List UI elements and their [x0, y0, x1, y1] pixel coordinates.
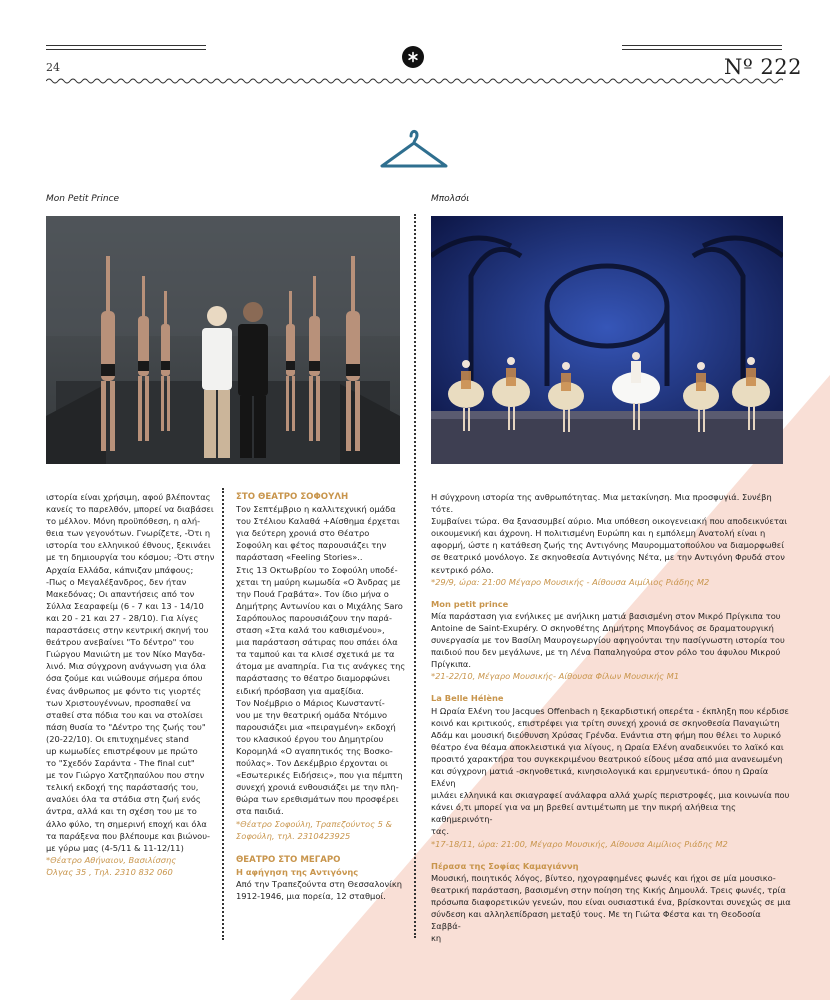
- text-line: «Εσωτερικές Ειδήσεις», που για πέμπτη: [236, 770, 403, 781]
- issue-number: Nº 222: [724, 55, 803, 79]
- text-line: άντρα, αλλά και τη σχέση του με το: [46, 806, 197, 817]
- article-text: [431, 610, 791, 670]
- text-line: θεια των γεγονότων. Γνωρίζετε, -Ότι η: [46, 528, 211, 539]
- article-text: [236, 878, 408, 902]
- text-line: με τη δημιουργία του κόσμου; -Ότι στην: [46, 552, 215, 563]
- text-line: με τον Γιώργο Χατζηπαύλου που στην: [46, 770, 205, 781]
- text-line: οικουμενική και άχρονη. Η πολιτισμένη Ευρώπη και η εμπόλεμη Ανατολή είναι η: [431, 528, 766, 539]
- photo-caption-left: Mon Petit Prince: [46, 194, 120, 204]
- text-line: άτομα με αναπηρία. Για τις ανάγκες της: [236, 661, 406, 672]
- venue-info: *Θέατρο Αθήναιον, Βασιλίσσης Όλγας 35 , Τηλ. 2310 832 060: [46, 854, 177, 877]
- text-line: 1912-1946, μια πορεία, 12 σταθμοί.: [236, 891, 386, 901]
- text-line: και σύγχρονη ματιά -σκηνοθετικά, κινησιολογικά και ερμηνευτικά- όπου η Ωραία Ελένη: [431, 765, 769, 789]
- photo-caption-right: Μπολσόι: [431, 194, 470, 204]
- text-line: σταθεί στα πόδια του και να στολίσει: [46, 709, 203, 720]
- hanger-icon: [378, 126, 450, 172]
- article-column-2: [236, 491, 408, 902]
- text-line: πρόσωπα διαφορετικών γενεών, που είναι ουσιαστικά ένα, βρίσκονται συνεχώς σε μια: [431, 896, 791, 907]
- text-line: χεται τη μαύρη κωμωδία «Ο Άνδρας με: [236, 576, 401, 587]
- text-line: πάση θυσία το "Δέντρο της ζωής του": [46, 721, 206, 732]
- mon-petit-prince-photo: [46, 216, 400, 464]
- text-line: θεάτρου ανεβαίνει "Το δέντρο" του: [46, 637, 194, 648]
- text-line: τα ταμπού και τα κλισέ σχετικά με τα: [236, 649, 395, 660]
- text-line: Η σύγχρονη ιστορία της ανθρωπότητας. Μια μετακίνηση. Μια προσφυγιά. Συνέβη τότε.: [431, 492, 772, 515]
- text-line: το μέλλον. Μόνη προϋπόθεση, η αλή-: [46, 516, 201, 527]
- text-line: κεντρικό ρόλο.: [431, 564, 494, 575]
- text-line: θεατρική παράσταση, βασισμένη στην ποίηση της Κικής Δημουλά. Τρεις φωνές, τρία: [431, 884, 786, 895]
- text-line: Σύλλα Σεαραφείμ (6 - 7 και 13 - 14/10: [46, 600, 204, 611]
- text-line: Τον Σεπτέμβριο η καλλιτεχνική ομάδα: [236, 504, 396, 515]
- page-number: 24: [46, 61, 60, 74]
- text-line: συνεχή χρονιά ενθουσιάζει με την πλη-: [236, 782, 399, 793]
- text-line: κοινό και κριτικούς, επιστρέφει για τρίτη συνεχή χρονιά σε σκηνοθεσία Παναγιώτη: [431, 717, 780, 728]
- header-rule: [622, 45, 782, 46]
- venue-info: *21-22/10, Μέγαρο Μουσικής- Αίθουσα Φίλων Μουσικής Μ1: [431, 671, 680, 682]
- venue-info: *Θέατρο Σοφούλη, Τραπεζούντος 5 & Σοφούλη, τηλ. 2310423925: [236, 818, 392, 841]
- article-column-3: [431, 491, 791, 944]
- header-rule: [622, 49, 782, 50]
- text-line: αφορμή, ώστε η κατάθεση ζωής της Αντιγόνης Μαυρομματοπούλου να διαμορφωθεί: [431, 540, 785, 551]
- text-line: (20-22/10). Οι επιτυχημένες stand: [46, 733, 189, 744]
- text-line: όσα ζούμε και νιώθουμε σήμερα όπου: [46, 673, 203, 684]
- article-text: [431, 705, 791, 838]
- show-title: Πέρασα της Σοφίας Καμαγιάννη: [431, 860, 579, 871]
- column-separator: [222, 488, 224, 940]
- article-text: [431, 491, 791, 576]
- article-text: [236, 503, 408, 817]
- text-line: Κορομηλά «Ο αγαπητικός της Βοσκο-: [236, 745, 393, 756]
- column-separator: [414, 214, 416, 938]
- article-text: [46, 491, 216, 854]
- article-column-1: [46, 491, 216, 878]
- text-line: άλλο φύλο, τη σημερινή εποχή και όλα: [46, 818, 207, 829]
- text-line: Δημήτρης Αντωνίου και ο Μιχάλης Saro: [236, 600, 403, 611]
- text-line: πούλας». Τον Δεκέμβριο έρχονται οι: [236, 758, 388, 769]
- text-line: κη: [431, 933, 442, 944]
- text-line: του Στέλιου Καλαθά +Αίσθημα έρχεται: [236, 516, 400, 527]
- article-text: [431, 872, 791, 945]
- text-line: το "Σχεδόν Σαράντα - The final cut": [46, 758, 195, 769]
- text-line: Αδάμ και μουσική διεύθυνση Χρύσας Γρένδα. Ενάντια στη φήμη που θέλει το λυρικό: [431, 729, 781, 740]
- show-title: La Belle Hélène: [431, 693, 504, 704]
- text-line: νου με την θεατρική ομάδα Ντόμινο: [236, 709, 388, 720]
- text-line: σύνδεση και αλληλεπίδραση μεταξύ τους. Με τη Γιώτα Φέστα και τη Θεοδοσία Σαββά-: [431, 909, 761, 932]
- text-line: κανείς το παρελθόν, μπορεί να διαβάσει: [46, 504, 214, 515]
- text-line: Από την Τραπεζούντα στη Θεσσαλονίκη: [236, 878, 403, 889]
- text-line: μια παράσταση σάτιρας που σπάει όλα: [236, 637, 398, 648]
- text-line: τας.: [431, 826, 449, 837]
- text-line: παρουσιάζει μια «πειραγμένη» εκδοχή: [236, 721, 396, 732]
- text-line: ένας άνθρωπος με φόντο τις γιορτές: [46, 685, 202, 696]
- venue-info: *17-18/11, ώρα: 21:00, Μέγαρο Μουσικής, Αίθουσα Αιμίλιος Ριάδης Μ2: [431, 838, 728, 849]
- text-line: των Χριστουγέννων, προσπαθεί να: [46, 697, 191, 708]
- text-line: μιλάει ελληνικά και σκιαγραφεί ανάλαφρα αλλά χωρίς περιστροφές, μια κοινωνία που: [431, 790, 790, 801]
- text-line: στα παιδιά.: [236, 806, 284, 817]
- text-line: αναλύει όλα τα στάδια στη ζωή ενός: [46, 794, 201, 805]
- text-line: την Πουά Γραβάτα». Τον ίδιο μήνα ο: [236, 588, 389, 599]
- text-line: και 20 - 21 και 27 - 28/10). Για λίγες: [46, 612, 199, 623]
- text-line: με γύρω μας (4-5/11 & 11-12/11): [46, 842, 184, 853]
- section-heading: ΣΤΟ ΘΕΑΤΡΟ ΣΟΦΟΥΛΗ: [236, 492, 349, 502]
- text-line: συνεργασία με τον Βασίλη Μαυρογεωργίου αφηγούνται την πασίγνωστη ιστορία του: [431, 635, 785, 646]
- text-line: τελική εκδοχή της παράστασής του,: [46, 782, 199, 793]
- text-line: τα παράξενα που βλέπουμε και βιώνου-: [46, 830, 210, 841]
- text-line: Τον Νοέμβριο ο Μάριος Κωνσταντί-: [236, 697, 385, 708]
- text-line: κάνει ό,τι μπορεί για να μη βρεθεί αντιμέτωπη με την πικρή αλήθεια της καθημερινότη-: [431, 802, 736, 825]
- header-rule: [46, 45, 206, 46]
- header-rule: [46, 49, 206, 50]
- text-line: παράστασης το θέατρο διαμορφώνει: [236, 673, 390, 684]
- text-line: θέατρο ένα θέαμα αποκλειστικά για λίγους, η Ωραία Ελένη αναδεικνύει το λαϊκό και: [431, 741, 784, 752]
- text-line: Μία παράσταση για ενήλικες με ανήλικη ματιά βασισμένη στον Μικρό Πρίγκιπα του: [431, 610, 781, 621]
- text-line: Πρίγκιπα.: [431, 659, 472, 670]
- show-title: Mon petit prince: [431, 598, 509, 609]
- text-line: Η Ωραία Ελένη του Jacques Offenbach η ξεκαρδιστική οπερέτα - έκπληξη που κέρδισε: [431, 705, 789, 716]
- text-line: ιστορία του ελληνικού έθνους, ξεκινάει: [46, 540, 211, 551]
- text-line: θώρα των ερεθισμάτων που προσφέρει: [236, 794, 399, 805]
- text-line: προσιτό χαρακτήρα του συγκεκριμένου θεατρικού είδους μέσα από μια ανανεωμένη: [431, 753, 783, 764]
- text-line: Σοφούλη και φέτος παρουσιάζει την: [236, 540, 387, 551]
- text-line: -Πως ο Μεγαλέξανδρος, δεν ήταν: [46, 576, 187, 587]
- text-line: Γιώργου Μανιώτη με τον Νίκο Μαγδα-: [46, 649, 206, 660]
- section-heading: ΘΕΑΤΡΟ ΣΤΟ ΜΕΓΑΡΟ: [236, 854, 341, 865]
- text-line: Μουσική, ποιητικός λόγος, βίντεο, ηχογραφημένες φωνές και ήχοι σε μία μουσικο-: [431, 872, 776, 883]
- text-line: παράσταση «Feeling Stories»..: [236, 552, 363, 563]
- text-line: Antoine de Saint-Exupéry. Ο σκηνοθέτης Δημήτρης Μπογδάνος σε δραματουργική: [431, 622, 774, 633]
- text-line: ειδική πρόσβαση για αμαξίδια.: [236, 685, 364, 696]
- text-line: για δεύτερη χρονιά στο Θέατρο: [236, 528, 370, 539]
- bolshoi-photo: [431, 216, 783, 464]
- text-line: Σαρόπουλος παρουσιάζουν την παρά-: [236, 612, 392, 623]
- text-line: Συμβαίνει τώρα. Θα ξανασυμβεί αύριο. Μια υπόθεση οικογενειακή που αποδεικνύεται: [431, 516, 788, 527]
- asterisk-icon: [402, 46, 424, 68]
- text-line: σε θεατρικό μονόλογο. Σε σκηνοθεσία Αντιγόνης Νέτα, με την Αντιγόνη Φρυδά στον: [431, 552, 785, 563]
- text-line: Αρχαία Ελλάδα, κάπνιζαν μπάφους;: [46, 564, 194, 575]
- show-title: Η αφήγηση της Αντιγόνης: [236, 866, 359, 877]
- text-line: up κωμωδίες επιστρέφουν με πρώτο: [46, 745, 198, 756]
- text-line: σταση «Στα καλά του καθισμένου»,: [236, 625, 385, 636]
- text-line: παιδιού που δεν μεγάλωνε, με τη Λένα Παπαληγούρα στον ρόλο του άφυλου Μικρού: [431, 647, 781, 658]
- wavy-divider: [46, 77, 783, 85]
- text-line: λινό. Μια σύγχρονη ανάγνωση για όλα: [46, 661, 206, 672]
- text-line: Μακεδόνας; Οι απαντήσεις από τον: [46, 588, 195, 599]
- text-line: του κλασικού έργου του Δημητρίου: [236, 733, 384, 744]
- text-line: Στις 13 Οκτωβρίου το Σοφούλη υποδέ-: [236, 564, 398, 575]
- text-line: ιστορία είναι χρήσιμη, αφού βλέποντας: [46, 492, 211, 502]
- venue-info: *29/9, ώρα: 21:00 Μέγαρο Μουσικής - Αίθουσα Αιμίλιος Ριάδης Μ2: [431, 576, 710, 587]
- text-line: παραστάσεις στην κεντρική σκηνή του: [46, 625, 209, 636]
